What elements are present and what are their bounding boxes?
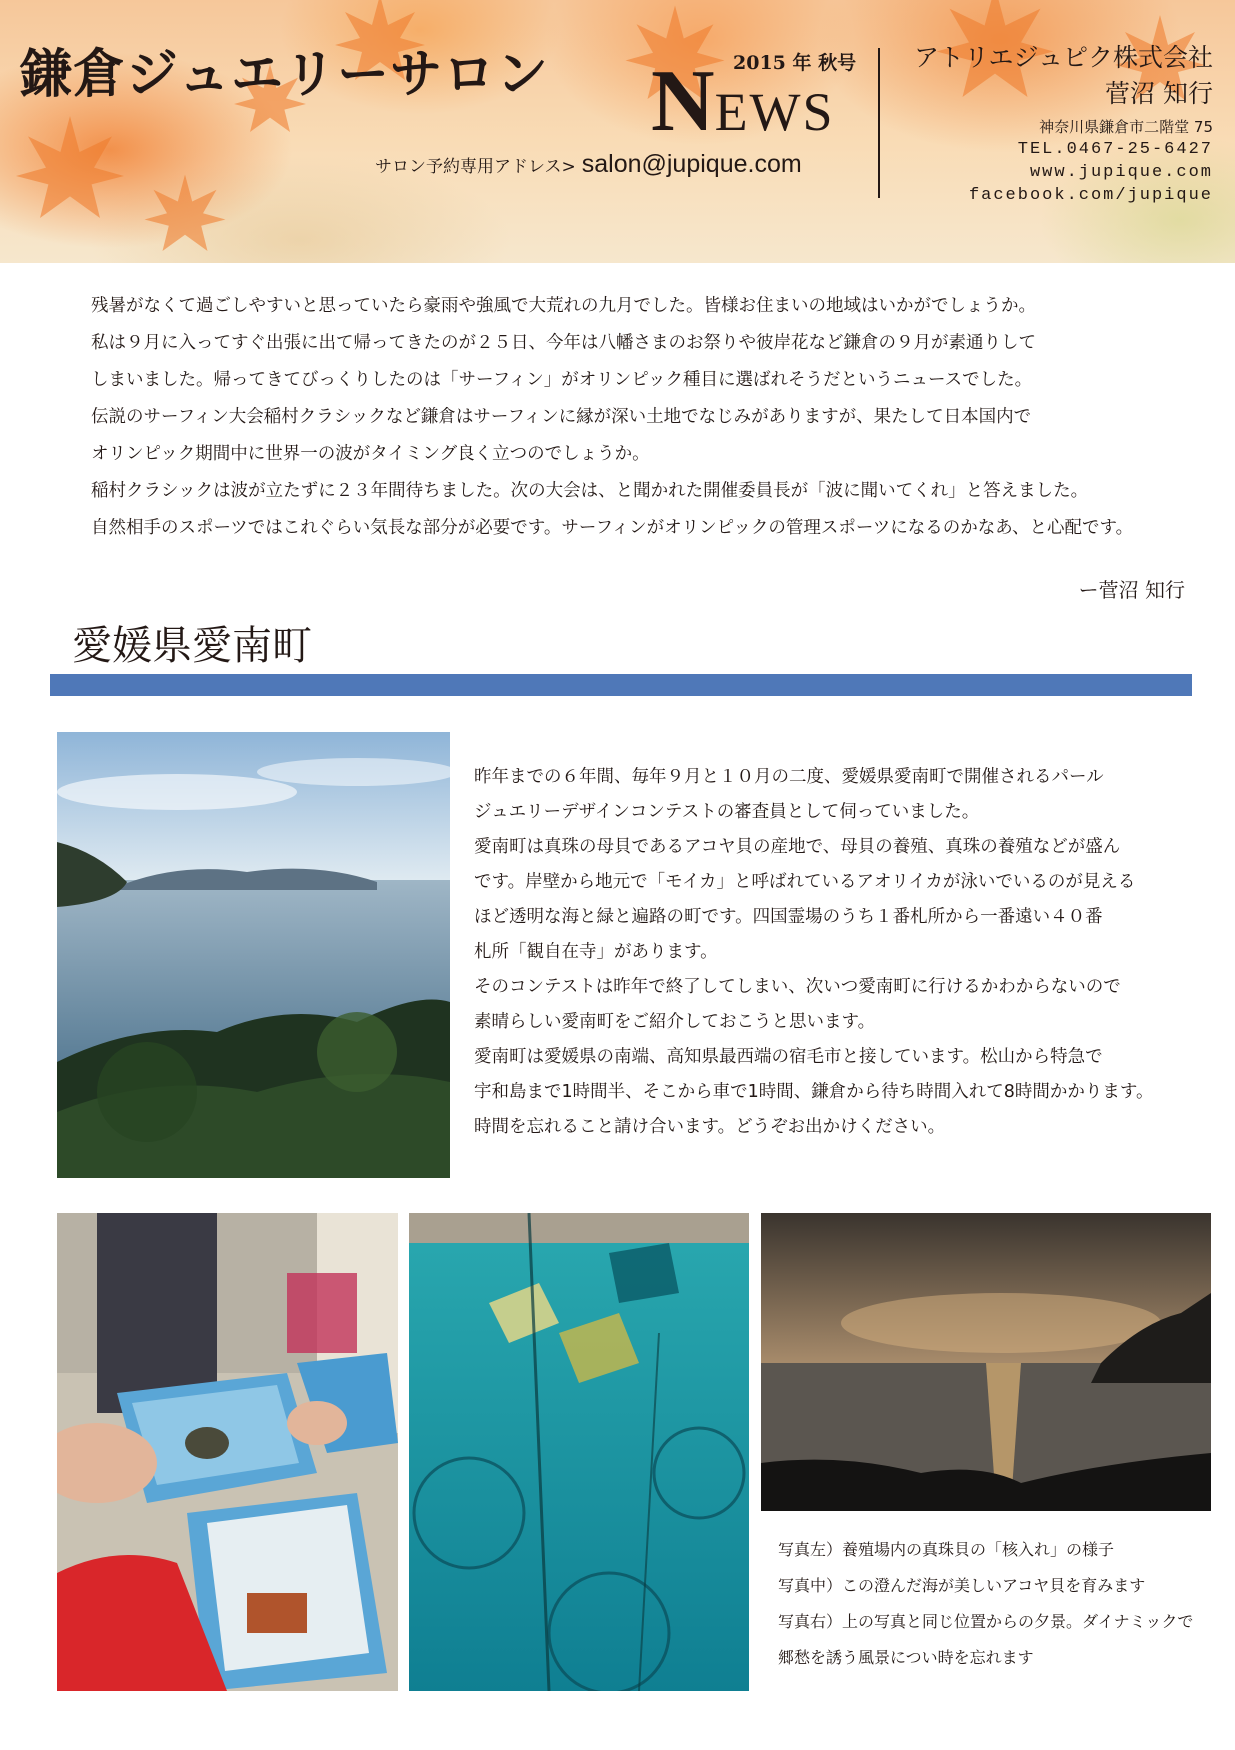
newsletter-title: 鎌倉ジュエリーサロン	[20, 45, 549, 105]
maple-leaf-decoration	[10, 110, 130, 230]
bay-view-photo	[57, 732, 450, 1178]
article-line: 札所「観自在寺」があります。	[474, 942, 718, 962]
section-title: 愛媛県愛南町	[72, 623, 312, 669]
company-address: 神奈川県鎌倉市二階堂 75	[1039, 118, 1213, 136]
salon-address-label: サロン予約専用アドレス>	[375, 157, 576, 177]
caption-right-continued: 郷愁を誘う風景につい時を忘れます	[778, 1648, 1034, 1667]
news-rest: EWS	[714, 82, 835, 142]
salon-contact	[375, 150, 802, 179]
article-text	[474, 760, 1204, 1145]
company-facebook[interactable]: facebook.com/jupique	[968, 186, 1213, 205]
caption-right: 写真右）上の写真と同じ位置からの夕景。ダイナミックで	[778, 1612, 1194, 1631]
article-line: です。岸壁から地元で「モイカ」と呼ばれているアオリイカが泳いでいるのが見える	[474, 872, 1136, 892]
intro-line: 自然相手のスポーツではこれぐらい気長な部分が必要です。サーフィンがオリンピックの管理スポーツになるのかなあ、と心配です。	[91, 518, 1134, 538]
maple-leaf-decoration	[140, 170, 230, 260]
caption-left: 写真左）養殖場内の真珠貝の「核入れ」の様子	[778, 1540, 1115, 1559]
header-banner	[0, 0, 1235, 263]
caption-middle: 写真中）この澄んだ海が美しいアコヤ貝を育みます	[778, 1576, 1146, 1595]
article-line: 宇和島まで1時間半、そこから車で1時間、鎌倉から待ち時間入れて8時間かかります。	[474, 1082, 1154, 1102]
section-divider-bar	[50, 674, 1192, 696]
news-initial: N	[651, 53, 715, 150]
pearl-nucleation-photo	[57, 1213, 398, 1691]
article-line: そのコンテストは昨年で終了してしまい、次いつ愛南町に行けるかわからないので	[474, 977, 1121, 997]
intro-line: しまいました。帰ってきてびっくりしたのは「サーフィン」がオリンピック種目に選ばれそうだというニュースでした。	[91, 370, 1033, 390]
article-line: 素晴らしい愛南町をご紹介しておこうと思います。	[474, 1012, 876, 1032]
article-line: 愛南町は愛媛県の南端、高知県最西端の宿毛市と接しています。松山から特急で	[474, 1047, 1103, 1067]
company-website[interactable]: www.jupique.com	[1029, 163, 1213, 182]
article-line: ジュエリーデザインコンテストの審査員として伺っていました。	[474, 802, 980, 822]
intro-line: 残暑がなくて過ごしやすいと思っていたら豪雨や強風で大荒れの九月でした。皆様お住まいの地域はいかがでしょうか。	[91, 296, 1036, 316]
company-info	[914, 40, 1213, 207]
article-line: 時間を忘れること請け合います。どうぞお出かけください。	[474, 1117, 946, 1137]
intro-signature: ー菅沼 知行	[1078, 578, 1185, 602]
intro-line: 伝説のサーフィン大会稲村クラシックなど鎌倉はサーフィンに縁が深い土地でなじみがありますが、果たして日本国内で	[91, 407, 1032, 427]
salon-email[interactable]: salon@jupique.com	[581, 150, 802, 178]
intro-line: オリンピック期間中に世界一の波がタイミング良く立つのでしょうか。	[91, 444, 650, 464]
company-person: 菅沼 知行	[1105, 79, 1213, 108]
clear-sea-photo	[409, 1213, 749, 1691]
issue-label: 2015 年 秋号	[733, 52, 857, 74]
header-divider	[878, 48, 880, 198]
article-line: 昨年までの６年間、毎年９月と１０月の二度、愛媛県愛南町で開催されるパール	[474, 767, 1104, 787]
photo-captions	[778, 1532, 1193, 1676]
intro-text	[91, 288, 1191, 547]
article-line: 愛南町は真珠の母貝であるアコヤ貝の産地で、母貝の養殖、真珠の養殖などが盛ん	[474, 837, 1121, 857]
sunset-photo	[761, 1213, 1211, 1511]
intro-line: 稲村クラシックは波が立たずに２３年間待ちました。次の大会は、と聞かれた開催委員長が「波に聞いてくれ」と答えました。	[91, 481, 1089, 501]
company-name: アトリエジュピク株式会社	[913, 43, 1213, 72]
company-tel: TEL.0467-25-6427	[1017, 140, 1213, 159]
intro-line: 私は９月に入ってすぐ出張に出て帰ってきたのが２５日、今年は八幡さまのお祭りや彼岸花など鎌倉の９月が素通りして	[91, 333, 1036, 353]
article-line: ほど透明な海と緑と遍路の町です。四国霊場のうち１番札所から一番遠い４０番	[474, 907, 1103, 927]
